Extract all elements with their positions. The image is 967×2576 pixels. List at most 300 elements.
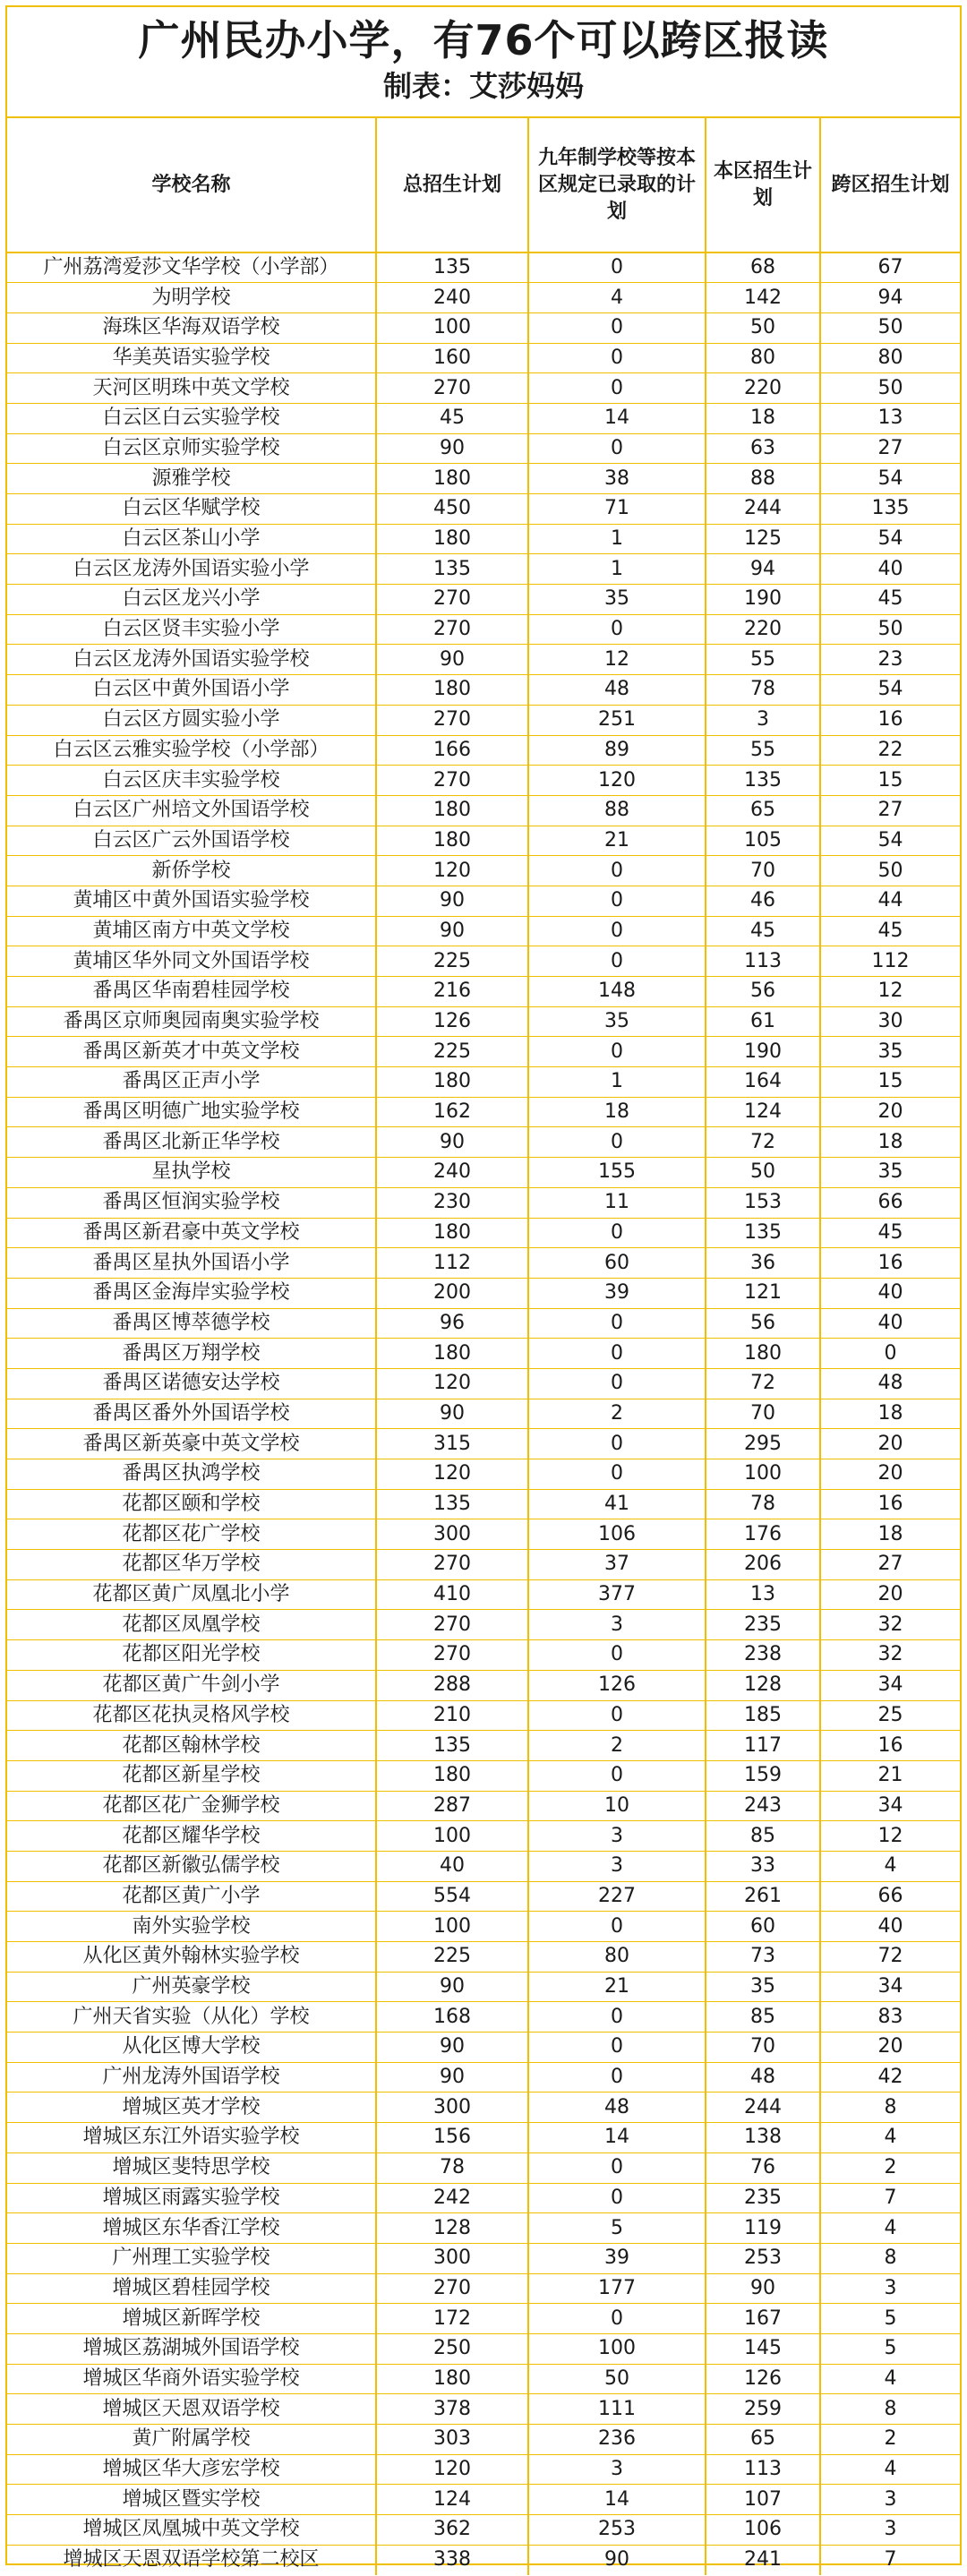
cell-school-name: 番禺区新英豪中英文学校 — [7, 1429, 376, 1459]
cell-school-name: 增城区暨实学校 — [7, 2485, 376, 2515]
cell-local-plan: 121 — [706, 1278, 820, 1308]
cell-total-plan: 112 — [376, 1248, 528, 1279]
cell-already-admitted: 50 — [528, 2364, 706, 2394]
cell-already-admitted: 0 — [528, 2033, 706, 2063]
cell-already-admitted: 0 — [528, 1368, 706, 1399]
cell-school-name: 番禺区正声小学 — [7, 1067, 376, 1098]
cell-already-admitted: 126 — [528, 1670, 706, 1700]
table-row — [7, 645, 960, 675]
cell-local-plan: 119 — [706, 2213, 820, 2244]
cell-already-admitted: 236 — [528, 2425, 706, 2455]
cell-local-plan: 259 — [706, 2394, 820, 2425]
cell-cross-district-plan: 27 — [820, 795, 960, 826]
cell-local-plan: 85 — [706, 2002, 820, 2033]
cell-school-name: 白云区京师实验学校 — [7, 433, 376, 464]
cell-total-plan: 100 — [376, 312, 528, 343]
cell-local-plan: 235 — [706, 2183, 820, 2213]
cell-total-plan: 162 — [376, 1097, 528, 1127]
cell-total-plan: 242 — [376, 2183, 528, 2213]
cell-school-name: 从化区黄外翰林实验学校 — [7, 1942, 376, 1973]
column-header-already-admitted: 九年制学校等按本区规定已录取的计划 — [528, 118, 706, 252]
cell-already-admitted: 21 — [528, 826, 706, 856]
cell-cross-district-plan: 8 — [820, 2243, 960, 2273]
cell-school-name: 增城区雨露实验学校 — [7, 2183, 376, 2213]
admission-table-sheet — [5, 5, 962, 2572]
cell-already-admitted: 90 — [528, 2545, 706, 2575]
cell-total-plan: 120 — [376, 1368, 528, 1399]
table-row — [7, 554, 960, 585]
cell-total-plan: 90 — [376, 1972, 528, 2002]
page-title: 广州民办小学，有76个可以跨区报读 — [138, 16, 829, 64]
cell-total-plan: 180 — [376, 524, 528, 554]
cell-school-name: 广州天省实验（从化）学校 — [7, 2002, 376, 2033]
table-row — [7, 585, 960, 615]
table-row — [7, 1459, 960, 1490]
cell-total-plan: 450 — [376, 494, 528, 525]
cell-total-plan: 378 — [376, 2394, 528, 2425]
table-row — [7, 1519, 960, 1550]
cell-school-name: 白云区广云外国语学校 — [7, 826, 376, 856]
cell-total-plan: 180 — [376, 464, 528, 494]
cell-total-plan: 270 — [376, 2273, 528, 2304]
cell-total-plan: 90 — [376, 1127, 528, 1158]
cell-already-admitted: 11 — [528, 1187, 706, 1218]
cell-cross-district-plan: 32 — [820, 1610, 960, 1640]
cell-local-plan: 295 — [706, 1429, 820, 1459]
table-row — [7, 1127, 960, 1158]
cell-school-name: 花都区黄广凤凰北小学 — [7, 1579, 376, 1610]
table-row — [7, 2364, 960, 2394]
cell-local-plan: 261 — [706, 1881, 820, 1912]
cell-already-admitted: 0 — [528, 1459, 706, 1490]
table-row — [7, 524, 960, 554]
cell-already-admitted: 0 — [528, 343, 706, 373]
cell-already-admitted: 89 — [528, 735, 706, 766]
table-row — [7, 2033, 960, 2063]
cell-cross-district-plan: 40 — [820, 554, 960, 585]
cell-total-plan: 90 — [376, 916, 528, 946]
cell-cross-district-plan: 4 — [820, 2123, 960, 2153]
cell-school-name: 花都区翰林学校 — [7, 1731, 376, 1761]
cell-already-admitted: 35 — [528, 1006, 706, 1037]
cell-total-plan: 90 — [376, 645, 528, 675]
cell-school-name: 增城区华大彦宏学校 — [7, 2454, 376, 2485]
cell-local-plan: 167 — [706, 2304, 820, 2334]
cell-local-plan: 220 — [706, 614, 820, 645]
cell-school-name: 广州荔湾爱莎文华学校（小学部） — [7, 252, 376, 283]
table-row — [7, 2092, 960, 2123]
table-row — [7, 2394, 960, 2425]
table-row — [7, 1942, 960, 1973]
cell-school-name: 花都区花广学校 — [7, 1519, 376, 1550]
cell-cross-district-plan: 27 — [820, 1550, 960, 1580]
cell-already-admitted: 3 — [528, 2454, 706, 2485]
table-row — [7, 2123, 960, 2153]
cell-cross-district-plan: 45 — [820, 1218, 960, 1248]
cell-cross-district-plan: 20 — [820, 1429, 960, 1459]
cell-school-name: 增城区荔湖城外国语学校 — [7, 2333, 376, 2364]
cell-local-plan: 73 — [706, 1942, 820, 1973]
cell-school-name: 花都区花广金狮学校 — [7, 1791, 376, 1821]
table-row — [7, 916, 960, 946]
cell-local-plan: 13 — [706, 1579, 820, 1610]
cell-school-name: 增城区天恩双语学校第二校区 — [7, 2545, 376, 2575]
cell-already-admitted: 14 — [528, 403, 706, 433]
cell-school-name: 白云区方圆实验小学 — [7, 705, 376, 735]
cell-school-name: 增城区天恩双语学校 — [7, 2394, 376, 2425]
cell-local-plan: 145 — [706, 2333, 820, 2364]
cell-school-name: 天河区明珠中英文学校 — [7, 373, 376, 404]
cell-total-plan: 96 — [376, 1308, 528, 1339]
cell-cross-district-plan: 54 — [820, 464, 960, 494]
cell-school-name: 源雅学校 — [7, 464, 376, 494]
cell-school-name: 白云区龙兴小学 — [7, 585, 376, 615]
cell-school-name: 花都区花执灵格风学校 — [7, 1700, 376, 1731]
cell-already-admitted: 14 — [528, 2485, 706, 2515]
cell-already-admitted: 10 — [528, 1791, 706, 1821]
table-row — [7, 1278, 960, 1308]
cell-school-name: 增城区华商外语实验学校 — [7, 2364, 376, 2394]
cell-cross-district-plan: 94 — [820, 283, 960, 313]
cell-cross-district-plan: 45 — [820, 916, 960, 946]
cell-already-admitted: 0 — [528, 433, 706, 464]
column-header-local-plan: 本区招生计划 — [706, 118, 820, 252]
cell-cross-district-plan: 3 — [820, 2485, 960, 2515]
cell-cross-district-plan: 34 — [820, 1972, 960, 2002]
cell-total-plan: 338 — [376, 2545, 528, 2575]
cell-already-admitted: 14 — [528, 2123, 706, 2153]
cell-already-admitted: 0 — [528, 1700, 706, 1731]
cell-already-admitted: 80 — [528, 1942, 706, 1973]
cell-cross-district-plan: 4 — [820, 1851, 960, 1881]
cell-local-plan: 185 — [706, 1700, 820, 1731]
cell-cross-district-plan: 3 — [820, 2273, 960, 2304]
cell-total-plan: 100 — [376, 1912, 528, 1942]
table-row — [7, 433, 960, 464]
cell-already-admitted: 111 — [528, 2394, 706, 2425]
table-row — [7, 675, 960, 706]
cell-total-plan: 172 — [376, 2304, 528, 2334]
cell-cross-district-plan: 66 — [820, 1881, 960, 1912]
cell-total-plan: 225 — [376, 946, 528, 977]
cell-already-admitted: 0 — [528, 1429, 706, 1459]
cell-total-plan: 45 — [376, 403, 528, 433]
cell-cross-district-plan: 13 — [820, 403, 960, 433]
table-row — [7, 1308, 960, 1339]
table-row — [7, 1429, 960, 1459]
cell-cross-district-plan: 23 — [820, 645, 960, 675]
cell-school-name: 从化区博大学校 — [7, 2033, 376, 2063]
cell-local-plan: 63 — [706, 433, 820, 464]
cell-already-admitted: 1 — [528, 524, 706, 554]
cell-cross-district-plan: 18 — [820, 1399, 960, 1429]
cell-local-plan: 70 — [706, 856, 820, 886]
cell-cross-district-plan: 12 — [820, 1821, 960, 1852]
table-row — [7, 1851, 960, 1881]
cell-cross-district-plan: 54 — [820, 524, 960, 554]
cell-cross-district-plan: 48 — [820, 1368, 960, 1399]
cell-total-plan: 554 — [376, 1881, 528, 1912]
cell-total-plan: 270 — [376, 1640, 528, 1671]
cell-school-name: 番禺区博萃德学校 — [7, 1308, 376, 1339]
table-row — [7, 1097, 960, 1127]
cell-already-admitted: 2 — [528, 1399, 706, 1429]
cell-total-plan: 180 — [376, 795, 528, 826]
cell-total-plan: 362 — [376, 2515, 528, 2546]
cell-cross-district-plan: 20 — [820, 1579, 960, 1610]
table-row — [7, 1972, 960, 2002]
table-row — [7, 1640, 960, 1671]
cell-already-admitted: 1 — [528, 554, 706, 585]
column-header-school-name: 学校名称 — [7, 118, 376, 252]
cell-local-plan: 55 — [706, 735, 820, 766]
cell-cross-district-plan: 5 — [820, 2333, 960, 2364]
cell-school-name: 白云区龙涛外国语实验学校 — [7, 645, 376, 675]
table-row — [7, 1067, 960, 1098]
cell-total-plan: 120 — [376, 856, 528, 886]
cell-cross-district-plan: 7 — [884, 2548, 897, 2572]
cell-local-plan: 244 — [706, 2092, 820, 2123]
cell-total-plan: 168 — [376, 2002, 528, 2033]
cell-local-plan: 90 — [706, 2273, 820, 2304]
cell-total-plan: 200 — [376, 1278, 528, 1308]
cell-local-plan: 56 — [706, 1308, 820, 1339]
cell-school-name: 番禺区京师奥园南奥实验学校 — [7, 1006, 376, 1037]
cell-cross-district-plan: 15 — [820, 1067, 960, 1098]
table-row — [7, 1670, 960, 1700]
cell-school-name: 番禺区万翔学校 — [7, 1339, 376, 1369]
cell-total-plan: 160 — [376, 343, 528, 373]
table-row — [7, 312, 960, 343]
cell-already-admitted: 0 — [528, 614, 706, 645]
cell-total-plan: 180 — [376, 1218, 528, 1248]
table-row — [7, 1339, 960, 1369]
table-row — [7, 252, 960, 283]
cell-local-plan: 206 — [706, 1550, 820, 1580]
cell-school-name: 花都区新星学校 — [7, 1760, 376, 1791]
cell-cross-district-plan: 66 — [820, 1187, 960, 1218]
cell-local-plan: 50 — [706, 1158, 820, 1188]
cell-total-plan: 90 — [376, 433, 528, 464]
cell-already-admitted: 0 — [528, 886, 706, 916]
cell-school-name: 增城区凤凰城中英文学校 — [7, 2515, 376, 2546]
cell-cross-district-plan: 30 — [820, 1006, 960, 1037]
cell-total-plan: 270 — [376, 373, 528, 404]
cell-school-name: 花都区黄广小学 — [7, 1881, 376, 1912]
cell-already-admitted: 41 — [528, 1489, 706, 1519]
cell-cross-district-plan: 18 — [820, 1127, 960, 1158]
table-row — [7, 464, 960, 494]
cell-already-admitted: 120 — [528, 766, 706, 796]
table-row — [7, 1700, 960, 1731]
cell-already-admitted: 0 — [528, 2152, 706, 2183]
cell-school-name: 为明学校 — [7, 283, 376, 313]
cell-school-name: 白云区庆丰实验学校 — [7, 766, 376, 796]
cell-local-plan: 46 — [706, 886, 820, 916]
cell-local-plan: 56 — [706, 977, 820, 1007]
cell-local-plan: 85 — [706, 1821, 820, 1852]
cell-school-name: 花都区颐和学校 — [7, 1489, 376, 1519]
table-row — [7, 2213, 960, 2244]
cell-already-admitted: 251 — [528, 705, 706, 735]
cell-cross-district-plan: 15 — [820, 766, 960, 796]
cell-total-plan: 225 — [376, 1942, 528, 1973]
cell-local-plan: 65 — [706, 795, 820, 826]
cell-school-name: 番禺区执鸿学校 — [7, 1459, 376, 1490]
cell-school-name: 花都区新徽弘儒学校 — [7, 1851, 376, 1881]
cell-total-plan: 180 — [376, 1760, 528, 1791]
admission-table — [7, 118, 960, 2575]
cell-already-admitted: 155 — [528, 1158, 706, 1188]
cell-cross-district-plan: 45 — [820, 585, 960, 615]
cell-school-name: 花都区耀华学校 — [7, 1821, 376, 1852]
cell-total-plan: 40 — [376, 1851, 528, 1881]
cell-already-admitted: 18 — [528, 1097, 706, 1127]
cell-already-admitted: 0 — [528, 1127, 706, 1158]
cell-local-plan: 176 — [706, 1519, 820, 1550]
cell-local-plan: 153 — [706, 1187, 820, 1218]
cell-total-plan: 78 — [376, 2152, 528, 2183]
cell-already-admitted: 35 — [528, 585, 706, 615]
cell-already-admitted: 1 — [528, 1067, 706, 1098]
cell-already-admitted: 3 — [528, 1851, 706, 1881]
cell-total-plan: 240 — [376, 283, 528, 313]
cell-local-plan: 76 — [706, 2152, 820, 2183]
cell-local-plan: 235 — [706, 1610, 820, 1640]
cell-local-plan: 125 — [706, 524, 820, 554]
cell-total-plan: 100 — [376, 1821, 528, 1852]
cell-local-plan: 78 — [706, 1489, 820, 1519]
cell-local-plan: 107 — [706, 2485, 820, 2515]
cell-already-admitted: 253 — [528, 2515, 706, 2546]
cell-already-admitted: 0 — [528, 856, 706, 886]
cell-school-name: 黄广附属学校 — [7, 2425, 376, 2455]
cell-local-plan: 100 — [706, 1459, 820, 1490]
cell-local-plan: 55 — [706, 645, 820, 675]
cell-already-admitted: 0 — [528, 2002, 706, 2033]
column-header-total-plan: 总招生计划 — [376, 118, 528, 252]
table-row — [7, 1610, 960, 1640]
cell-cross-district-plan: 50 — [820, 614, 960, 645]
cell-already-admitted: 0 — [528, 946, 706, 977]
cell-local-plan: 36 — [706, 1248, 820, 1279]
cell-local-plan: 124 — [706, 1097, 820, 1127]
cell-total-plan: 90 — [376, 2062, 528, 2092]
cell-already-admitted: 227 — [528, 1881, 706, 1912]
cell-cross-district-plan: 8 — [820, 2394, 960, 2425]
cell-already-admitted: 377 — [528, 1579, 706, 1610]
cell-school-name: 白云区贤丰实验小学 — [7, 614, 376, 645]
cell-already-admitted: 0 — [528, 1912, 706, 1942]
cell-already-admitted: 3 — [528, 1821, 706, 1852]
cell-school-name: 番禺区诺德安达学校 — [7, 1368, 376, 1399]
cell-total-plan: 287 — [376, 1791, 528, 1821]
table-row — [7, 343, 960, 373]
cell-total-plan: 90 — [376, 1399, 528, 1429]
table-row — [7, 2273, 960, 2304]
cell-cross-district-plan: 4 — [820, 2364, 960, 2394]
table-row — [7, 1006, 960, 1037]
cell-cross-district-plan: 32 — [820, 1640, 960, 1671]
cell-already-admitted: 0 — [528, 2062, 706, 2092]
cell-local-plan: 113 — [706, 2454, 820, 2485]
table-row — [7, 2454, 960, 2485]
cell-already-admitted: 0 — [528, 1640, 706, 1671]
table-row — [7, 1821, 960, 1852]
cell-total-plan: 315 — [376, 1429, 528, 1459]
cell-local-plan: 70 — [706, 1399, 820, 1429]
table-row — [7, 1368, 960, 1399]
cell-local-plan: 80 — [706, 343, 820, 373]
cell-cross-district-plan: 4 — [820, 2213, 960, 2244]
cell-local-plan: 48 — [706, 2062, 820, 2092]
cell-already-admitted: 0 — [528, 312, 706, 343]
cell-already-admitted: 88 — [528, 795, 706, 826]
cell-local-plan: 88 — [706, 464, 820, 494]
cell-local-plan: 33 — [706, 1851, 820, 1881]
cell-already-admitted: 60 — [528, 1248, 706, 1279]
table-row — [7, 403, 960, 433]
table-body — [7, 252, 960, 2575]
cell-total-plan: 300 — [376, 1519, 528, 1550]
table-row — [7, 1399, 960, 1429]
cell-already-admitted: 2 — [528, 1731, 706, 1761]
cell-cross-district-plan: 25 — [820, 1700, 960, 1731]
cell-local-plan: 65 — [706, 2425, 820, 2455]
cell-local-plan: 243 — [706, 1791, 820, 1821]
cell-local-plan: 238 — [706, 1640, 820, 1671]
cell-total-plan: 270 — [376, 614, 528, 645]
cell-already-admitted: 0 — [528, 2304, 706, 2334]
cell-cross-district-plan: 16 — [820, 705, 960, 735]
cell-local-plan: 126 — [706, 2364, 820, 2394]
table-row — [7, 1881, 960, 1912]
cell-local-plan: 159 — [706, 1760, 820, 1791]
cell-total-plan: 303 — [376, 2425, 528, 2455]
cell-cross-district-plan: 83 — [820, 2002, 960, 2033]
cell-total-plan: 300 — [376, 2243, 528, 2273]
cell-already-admitted: 0 — [528, 2183, 706, 2213]
cell-school-name: 番禺区明德广地实验学校 — [7, 1097, 376, 1127]
cell-school-name: 白云区中黄外国语小学 — [7, 675, 376, 706]
cell-total-plan: 270 — [376, 585, 528, 615]
cell-cross-district-plan: 50 — [820, 856, 960, 886]
cell-total-plan: 300 — [376, 2092, 528, 2123]
cell-local-plan: 61 — [706, 1006, 820, 1037]
cell-cross-district-plan: 2 — [820, 2425, 960, 2455]
table-row — [7, 2304, 960, 2334]
cell-local-plan: 45 — [706, 916, 820, 946]
cell-school-name: 番禺区星执外国语小学 — [7, 1248, 376, 1279]
cell-school-name: 白云区龙涛外国语实验小学 — [7, 554, 376, 585]
cell-total-plan: 216 — [376, 977, 528, 1007]
cell-already-admitted: 21 — [528, 1972, 706, 2002]
cell-total-plan: 180 — [376, 1339, 528, 1369]
cell-cross-district-plan: 7 — [820, 2183, 960, 2213]
cell-total-plan: 180 — [376, 826, 528, 856]
table-row — [7, 1760, 960, 1791]
cell-local-plan: 117 — [706, 1731, 820, 1761]
table-row — [7, 2152, 960, 2183]
table-row — [7, 826, 960, 856]
table-row — [7, 1579, 960, 1610]
cell-local-plan: 190 — [706, 585, 820, 615]
cell-school-name: 花都区凤凰学校 — [7, 1610, 376, 1640]
cell-cross-district-plan: 21 — [820, 1760, 960, 1791]
cell-school-name: 花都区华万学校 — [7, 1550, 376, 1580]
column-header-cross-district-plan: 跨区招生计划 — [820, 118, 960, 252]
cell-total-plan: 156 — [376, 2123, 528, 2153]
